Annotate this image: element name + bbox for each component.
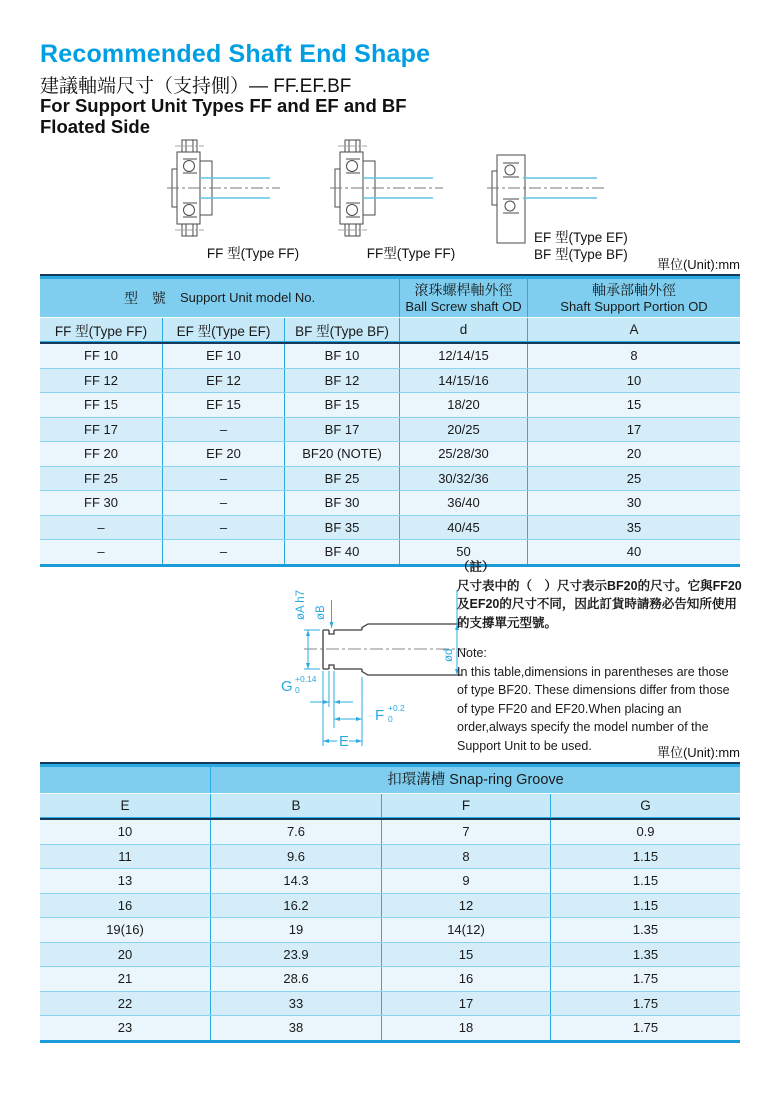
table-cell: 30/32/36 [400,467,528,491]
table-cell: EF 10 [163,344,285,368]
table-cell: EF 15 [163,393,285,417]
table-cell: 10 [626,372,642,388]
table-cell: 1.35 [632,946,659,962]
table-cell: FF 10 [40,344,163,368]
table-cell: 23.9 [211,943,382,967]
table-row [40,466,740,491]
table-row [40,1015,740,1040]
table-cell: 19 [211,918,382,942]
drawing-caption-ff-1: FF 型(Type FF) [206,246,300,261]
page-title: Recommended Shaft End Shape [40,40,431,68]
table-cell: FF 20 [40,442,163,466]
table-row [40,441,740,466]
table-row [40,392,740,417]
table-cell: – [163,540,285,564]
table-row [40,942,740,967]
table-cell: 20/25 [400,418,528,442]
table-cell: BF 15 [285,393,400,417]
table-cell: 40 [626,544,642,560]
table-cell: 25 [626,470,642,486]
table-cell: 18 [382,1016,551,1040]
dim-label-g-tol-bottom: 0 [295,685,300,695]
table-cell: BF 型(Type BF) [285,318,400,341]
table-cell: BF 10 [285,344,400,368]
drawing-caption-ff-2: FF型(Type FF) [366,246,456,261]
table2-bottom-line [40,1040,740,1043]
header-support-en: Shaft Support Portion OD [560,298,708,314]
table-header-ballscrew-od [400,279,528,317]
table-cell: 17 [626,421,642,437]
table-cell: BF 25 [285,467,400,491]
table-row [40,515,740,540]
note-cjk-title: （註） [457,560,495,574]
header-ballscrew-cjk: 滾珠螺桿軸外徑 [414,281,513,298]
table-cell: – [163,491,285,515]
table-cell: 11 [40,845,211,869]
drawing-caption-ef: EF 型(Type EF) [534,230,628,245]
table-cell: B [211,794,382,817]
table-cell: BF20 (NOTE) [285,442,400,466]
header-ballscrew-en: Ball Screw shaft OD [405,298,522,314]
table-row [40,893,740,918]
unit-label-2: 單位(Unit):mm [656,745,740,760]
table-cell: – [163,516,285,540]
table-cell: 20 [626,446,642,462]
table-cell: F [382,794,551,817]
table-cell: EF 20 [163,442,285,466]
table-cell: 8 [382,845,551,869]
table-cell: BF 40 [285,540,400,564]
subtitle-en-line1: For Support Unit Types FF and EF and BF [40,95,407,116]
table-cell: – [163,467,285,491]
table-cell: 23 [40,1016,211,1040]
table-cell: 1.75 [632,971,659,987]
unit-label: 單位(Unit):mm [656,257,740,272]
table-row [40,991,740,1016]
note-block [457,558,742,755]
table-cell: 9 [382,869,551,893]
table-cell: 33 [211,992,382,1016]
table-cell: 7 [382,820,551,844]
table-cell: 30 [626,495,642,511]
table-row [40,318,740,341]
table2-subheader-row [40,794,740,817]
table-cell: 16.2 [211,894,382,918]
table-cell: 12/14/15 [400,344,528,368]
table-header-model [40,279,400,317]
note-en-title: Note: [457,646,487,660]
table-cell: 10 [40,820,211,844]
table2-header-empty [40,767,211,793]
note-cjk-text: 尺寸表中的（ ）尺寸表示BF20的尺寸。它與FF20及EF20的尺寸不同，因此訂貨時請務必告知所使用的支撐單元型號。 [457,578,742,630]
table-cell: 13 [40,869,211,893]
header-model-cjk: 型 號 [123,289,166,306]
table-cell: 12 [382,894,551,918]
table-row [40,344,740,368]
table-cell: 1.75 [632,995,659,1011]
table-cell: 25/28/30 [400,442,528,466]
table-cell: BF 30 [285,491,400,515]
table-cell: 8 [630,348,638,364]
table-cell: 28.6 [211,967,382,991]
drawing-caption-bf: BF 型(Type BF) [534,247,628,262]
table-cell: FF 12 [40,369,163,393]
bearing-drawing-ef-bf [492,155,525,243]
table-cell: 14/15/16 [400,369,528,393]
table-cell: 1.75 [632,1020,659,1036]
table-cell: A [629,322,639,337]
table-cell: 1.15 [632,848,659,864]
subtitle-cjk: 建議軸端尺寸（支持側）— FF.EF.BF [40,76,352,97]
dim-label-g: G [281,678,293,695]
dim-label-d: ød [443,648,455,662]
table-cell: 14.3 [211,869,382,893]
table-cell: 14(12) [382,918,551,942]
dim-label-e: E [339,733,350,750]
table-cell: 1.15 [632,873,659,889]
dim-label-f-tol-bottom: 0 [388,714,393,724]
table2-body [40,820,740,1040]
table-cell: FF 型(Type FF) [40,318,163,341]
dim-label-g-tol-top: +0.14 [295,674,317,684]
header-model-en: Support Unit model No. [179,290,316,305]
dim-label-a: øA h7 [295,589,307,620]
table-cell: 20 [40,943,211,967]
table-row [40,844,740,869]
table-cell: 38 [211,1016,382,1040]
table-cell: 35 [626,519,642,535]
table-cell: 0.9 [636,824,655,840]
table-cell: FF 15 [40,393,163,417]
header-support-cjk: 軸承部軸外徑 [592,281,676,298]
note-en-text: In this table,dimensions in parentheses are those of type BF20. These dimensions differ from those of type FF20 and EF20.When placing an order,always specify the model number of the Support Unit to be used. [457,664,730,753]
table-row [40,917,740,942]
table-cell: 16 [382,967,551,991]
table-cell: 1.35 [632,922,659,938]
dim-label-f-tol-top: +0.2 [388,703,405,713]
table-cell: EF 12 [163,369,285,393]
table-cell: d [400,318,528,341]
table-cell: FF 17 [40,418,163,442]
shaft-end-diagram [262,558,467,753]
table-cell: 1.15 [632,897,659,913]
dim-label-b: øB [315,605,327,620]
table-cell: G [640,798,651,813]
table-row [40,820,740,844]
table-cell: FF 30 [40,491,163,515]
table-cell: 16 [40,894,211,918]
table-cell: BF 17 [285,418,400,442]
table-body [40,344,740,564]
table-cell: BF 12 [285,369,400,393]
table-cell: E [40,794,211,817]
table-cell: – [163,418,285,442]
table-subheader-row [40,318,740,341]
table-cell: 40/45 [400,516,528,540]
table-cell: – [40,540,163,564]
table-cell: 21 [40,967,211,991]
table-cell: BF 35 [285,516,400,540]
table-row [40,966,740,991]
table-cell: 15 [626,397,642,413]
table-row [40,417,740,442]
subtitle-en-line2: Floated Side [40,116,150,137]
dim-label-f: F [375,707,385,724]
table-cell: 7.6 [211,820,382,844]
table-cell: 50 [400,540,528,564]
table-cell: FF 25 [40,467,163,491]
table-cell: 17 [382,992,551,1016]
model-table [40,274,740,567]
table-cell: 18/20 [400,393,528,417]
shaft-profile [323,624,462,675]
table-cell: – [40,516,163,540]
table-cell: EF 型(Type EF) [163,318,285,341]
table-header-support-od [528,279,740,317]
table-cell: 9.6 [211,845,382,869]
table-cell: 36/40 [400,491,528,515]
table-cell: 19(16) [40,918,211,942]
header-snapring-label: 扣環溝槽 Snap-ring Groove [387,771,564,788]
table2-header-snapring [211,767,740,793]
table-row [40,794,740,817]
table-cell: 15 [382,943,551,967]
snap-ring-table [40,762,740,1043]
table-cell: 22 [40,992,211,1016]
table-row [40,490,740,515]
table-row [40,368,740,393]
table-row [40,868,740,893]
